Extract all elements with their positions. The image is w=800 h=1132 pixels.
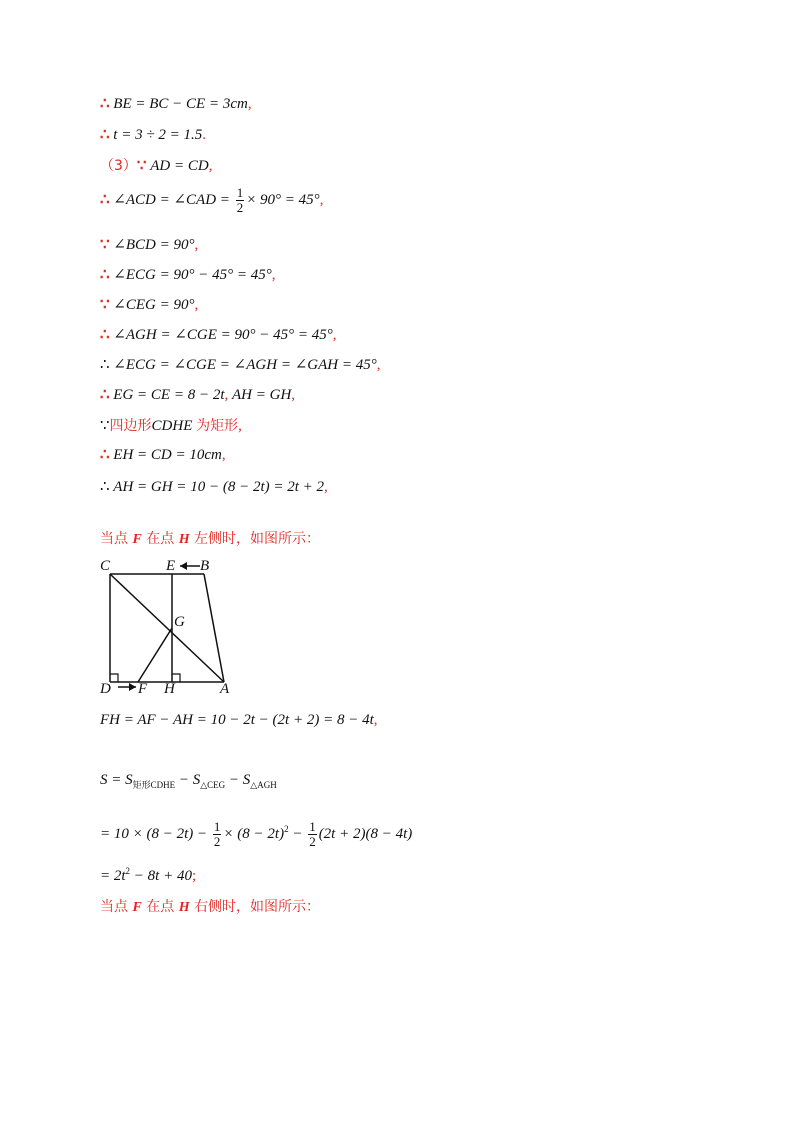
equation-part: = 2t — [100, 868, 126, 884]
step-ecg — [100, 265, 275, 284]
equation: AD = CD — [150, 158, 209, 174]
label-h: H — [164, 681, 175, 696]
equation-part: − S — [225, 772, 251, 788]
punctuation: . — [202, 127, 206, 143]
point-label: H — [178, 532, 190, 547]
punctuation: , — [208, 158, 213, 174]
therefore-symbol: ∴ — [100, 479, 110, 495]
because-symbol: ∵ — [100, 237, 110, 253]
punctuation: , — [319, 191, 324, 208]
equation: EH = CD = 10cm — [113, 447, 222, 463]
point-label: F — [132, 900, 142, 915]
punctuation: , — [247, 96, 252, 112]
therefore-symbol: ∴ — [100, 387, 110, 403]
label-g: G — [174, 614, 185, 630]
fraction-denominator: 2 — [213, 834, 221, 849]
label-c: C — [100, 558, 111, 574]
punctuation: , — [194, 297, 199, 313]
equation-part: × (8 − 2t) — [223, 825, 285, 842]
fraction — [236, 186, 245, 215]
equation-part: − 8t + 40 — [130, 868, 192, 884]
subscript: △AGH — [250, 780, 277, 790]
label-b: B — [200, 558, 210, 574]
therefore-symbol: ∴ — [100, 357, 110, 373]
equation: ∠AGH = ∠CGE = 90° − 45° = 45° — [113, 327, 333, 343]
arrow-head-left — [180, 562, 187, 570]
punctuation: , — [291, 387, 296, 403]
equation-part: − — [288, 825, 307, 842]
text: 四边形 — [109, 418, 152, 434]
equation: ∠CEG = 90° — [113, 297, 195, 313]
therefore-symbol: ∴ — [100, 127, 110, 143]
step-rectangle — [100, 415, 242, 435]
part-number: （3） — [100, 158, 137, 174]
step-t — [100, 125, 206, 144]
equation-part: EG = CE = 8 − 2t — [113, 387, 225, 403]
therefore-symbol: ∴ — [100, 447, 110, 463]
punctuation: ; — [191, 868, 197, 884]
punctuation: , — [221, 447, 226, 463]
punctuation: , — [271, 267, 276, 283]
label-e: E — [166, 558, 176, 574]
step-be — [100, 94, 252, 113]
text: 为矩形 — [196, 418, 239, 434]
step-ah — [100, 477, 328, 496]
equation-part: ∠ACD = ∠CAD = — [113, 191, 234, 208]
label-f: F — [138, 681, 148, 696]
punctuation: , — [194, 237, 199, 253]
equation: FH = AF − AH = 10 − 2t − (2t + 2) = 8 − 4t — [100, 712, 374, 728]
exponent: 2 — [284, 823, 289, 834]
point-label: F — [132, 532, 142, 547]
fraction — [308, 820, 317, 849]
text: 当点 — [100, 899, 133, 915]
step-ceg — [100, 295, 198, 314]
arrow-head-right — [129, 683, 136, 691]
equation: AH = GH = 10 − (8 − 2t) = 2t + 2 — [113, 479, 325, 495]
subscript: △CEG — [200, 780, 226, 790]
therefore-symbol: ∴ — [100, 191, 110, 208]
text: 当点 — [100, 531, 133, 547]
equation: ∠ECG = ∠CGE = ∠AGH = ∠GAH = 45° — [113, 357, 377, 373]
fraction-denominator: 2 — [309, 834, 316, 849]
punctuation: , — [324, 479, 328, 495]
punctuation: , — [238, 418, 242, 434]
fraction-numerator: 1 — [213, 819, 221, 834]
step-angle-acd — [100, 186, 323, 215]
fraction-numerator: 1 — [309, 819, 316, 834]
area-expansion — [100, 820, 412, 849]
because-symbol: ∵ — [100, 297, 110, 313]
exponent: 2 — [125, 866, 131, 876]
punctuation: , — [224, 387, 229, 403]
equation-part: = 10 × (8 − 2t) − — [100, 825, 211, 842]
text: 在点 — [141, 531, 179, 547]
therefore-symbol: ∴ — [100, 327, 110, 343]
equation: CDHE — [151, 418, 193, 434]
equation: BE = BC − CE = 3cm — [113, 96, 248, 112]
subscript: 矩形CDHE — [132, 780, 176, 790]
therefore-symbol: ∴ — [100, 96, 110, 112]
punctuation: , — [376, 357, 381, 373]
step-agh — [100, 325, 337, 344]
equation: ∠BCD = 90° — [113, 237, 195, 253]
equation-part: AH = GH — [232, 387, 292, 403]
equation: t = 3 ÷ 2 = 1.5 — [113, 127, 203, 143]
case-right-heading — [100, 896, 320, 916]
geometry-figure — [96, 556, 256, 696]
equation-part: × 90° = 45° — [246, 191, 320, 208]
right-angle-d — [110, 674, 118, 682]
point-label: H — [178, 900, 190, 915]
equation-part: S = S — [100, 772, 133, 788]
equation-part: (2t + 2)(8 − 4t) — [318, 825, 413, 842]
equation: ∠ECG = 90° − 45° = 45° — [113, 267, 272, 283]
punctuation: , — [373, 712, 378, 728]
step-fh — [100, 712, 378, 729]
segment-fg — [138, 628, 172, 682]
text: 在点 — [141, 899, 179, 915]
step-angles-equal — [100, 355, 380, 374]
area-definition — [100, 772, 277, 791]
equation-part: − S — [175, 772, 201, 788]
fraction — [213, 820, 222, 849]
punctuation: , — [332, 327, 337, 343]
fraction-numerator: 1 — [236, 185, 244, 200]
part-3-start — [100, 155, 212, 175]
because-symbol: ∵ — [100, 418, 110, 434]
area-result — [100, 866, 196, 885]
label-a: A — [220, 681, 230, 696]
because-symbol: ∵ — [136, 158, 147, 174]
text: 右侧时，如图所示： — [189, 899, 321, 915]
text: 左侧时，如图所示： — [189, 531, 321, 547]
step-eg — [100, 385, 295, 404]
fraction-denominator: 2 — [236, 200, 244, 215]
label-d: D — [100, 681, 111, 696]
therefore-symbol: ∴ — [100, 267, 110, 283]
step-bcd — [100, 235, 198, 254]
step-eh — [100, 445, 226, 464]
case-left-heading — [100, 528, 320, 548]
